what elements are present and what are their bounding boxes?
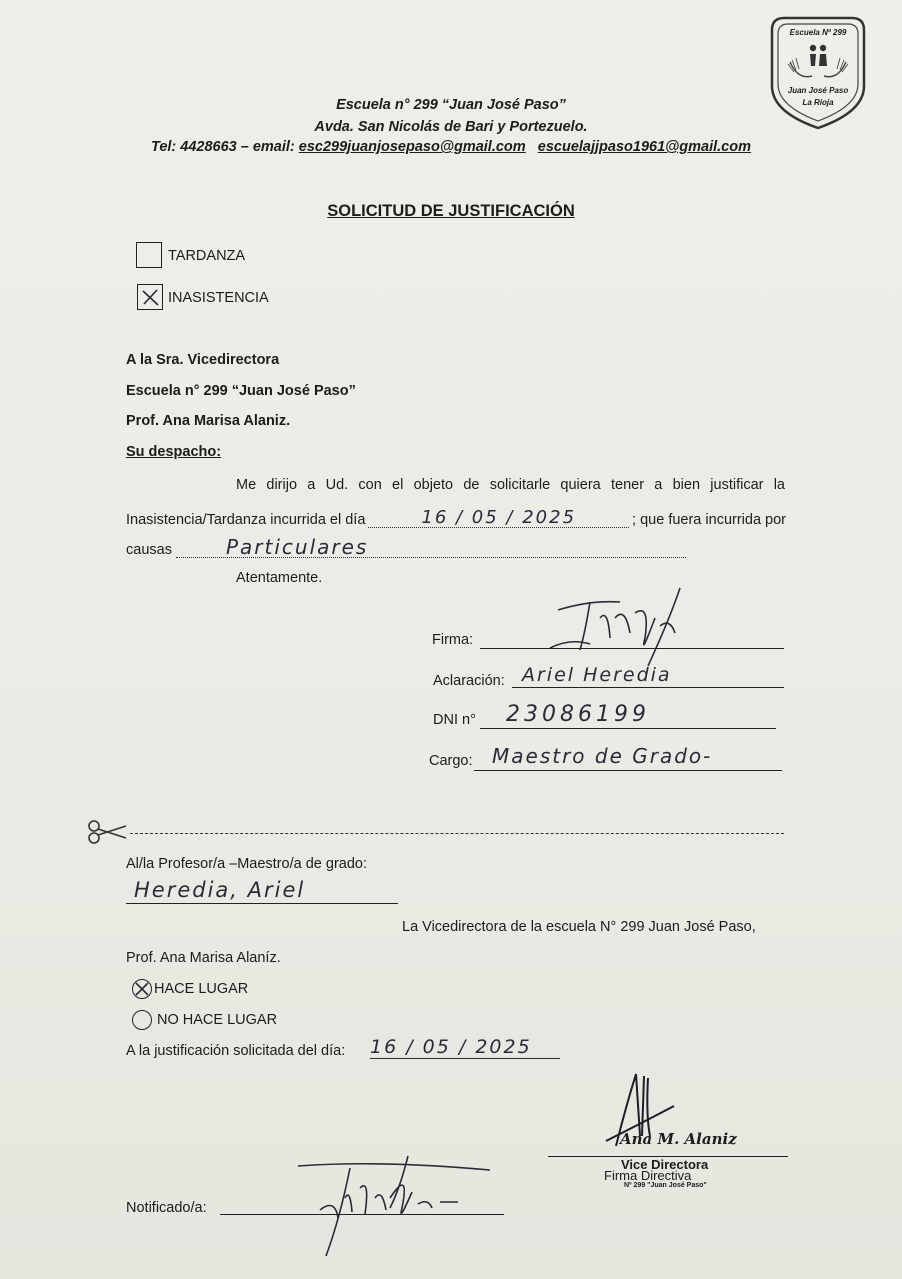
teacher-name-field[interactable]: Heredia, Ariel — [126, 878, 398, 904]
school-contact — [0, 139, 902, 155]
dni-field[interactable]: 23086199 — [480, 702, 776, 729]
inasistencia-label: INASISTENCIA — [168, 290, 269, 306]
vicedirector-sig-title: Vice Directora — [621, 1157, 709, 1172]
addressee-line-3: Prof. Ana Marisa Alaniz. — [126, 413, 291, 429]
dni-label: DNI n° — [433, 712, 476, 728]
scissors-icon — [86, 818, 130, 846]
no-hace-lugar-radio[interactable] — [132, 1010, 152, 1030]
date-label: Inasistencia/Tardanza incurrida el día — [126, 512, 366, 528]
aclaracion-label: Aclaración: — [433, 673, 505, 689]
decision-date-label: A la justificación solicitada del día: — [126, 1043, 346, 1059]
notificado-label: Notificado/a: — [126, 1200, 207, 1216]
vicedirector-sig-name: Ana M. Alaniz — [620, 1130, 737, 1148]
addressee-line-4: Su despacho: — [126, 444, 222, 460]
aclaracion-field[interactable]: Ariel Heredia — [512, 664, 784, 688]
hace-lugar-radio[interactable] — [132, 979, 152, 999]
form-title: SOLICITUD DE JUSTIFICACIÓN — [327, 202, 575, 220]
teacher-signature-icon — [530, 578, 720, 668]
school-address: Avda. San Nicolás de Bari y Portezuelo. — [314, 119, 588, 135]
addressee-line-1: A la Sra. Vicedirectora — [126, 352, 280, 368]
body-paragraph-2 — [126, 509, 786, 528]
inasistencia-checkbox[interactable] — [137, 284, 163, 310]
email-link-1[interactable]: esc299juanjosepaso@gmail.com — [298, 139, 526, 155]
incident-date-field[interactable]: 16 / 05 / 2025 — [368, 509, 629, 528]
firma-label: Firma: — [432, 632, 474, 648]
vicedirector-line: La Vicedirectora de la escuela N° 299 Juan José Paso, — [402, 919, 756, 935]
seal-place-text: La Rioja — [802, 98, 834, 107]
stamp-text: Nº 299 "Juan José Paso" — [624, 1182, 707, 1189]
addressee-line-2: Escuela n° 299 “Juan José Paso” — [126, 383, 356, 399]
contact-prefix: Tel: 4428663 – email: — [151, 139, 295, 155]
radio-x-mark-icon — [133, 980, 151, 998]
causas-field[interactable]: Particulares — [176, 537, 686, 558]
notificado-signature-icon — [290, 1148, 490, 1258]
closing-text: Atentamente. — [236, 570, 323, 586]
causas-row — [126, 537, 686, 558]
body-paragraph-1: Me dirijo a Ud. con el objeto de solicitarle quiera tener a bien justificar la — [236, 477, 785, 493]
school-name: Escuela n° 299 “Juan José Paso” — [336, 97, 566, 113]
cargo-label: Cargo: — [429, 753, 473, 769]
causas-label: causas — [126, 542, 172, 558]
date-suffix: ; que fuera incurrida por — [632, 512, 786, 528]
vicedirector-prof: Prof. Ana Marisa Alaníz. — [126, 950, 281, 966]
seal-top-text: Escuela Nº 299 — [789, 28, 847, 37]
hace-lugar-label: HACE LUGAR — [154, 981, 249, 997]
no-hace-lugar-label: NO HACE LUGAR — [157, 1012, 278, 1028]
email-link-2[interactable]: escuelajjpaso1961@gmail.com — [537, 139, 751, 155]
firma-directiva-label: Firma Directiva — [604, 1168, 692, 1183]
decision-date-field[interactable]: 16 / 05 / 2025 — [370, 1036, 560, 1059]
checkmark-x-icon — [138, 285, 162, 309]
tardanza-label: TARDANZA — [168, 248, 246, 264]
cut-line — [130, 833, 784, 834]
tardanza-checkbox[interactable] — [136, 242, 162, 268]
cargo-field[interactable]: Maestro de Grado- — [474, 744, 782, 771]
seal-name-text: Juan José Paso — [787, 86, 849, 95]
teacher-label: Al/la Profesor/a –Maestro/a de grado: — [126, 856, 367, 872]
